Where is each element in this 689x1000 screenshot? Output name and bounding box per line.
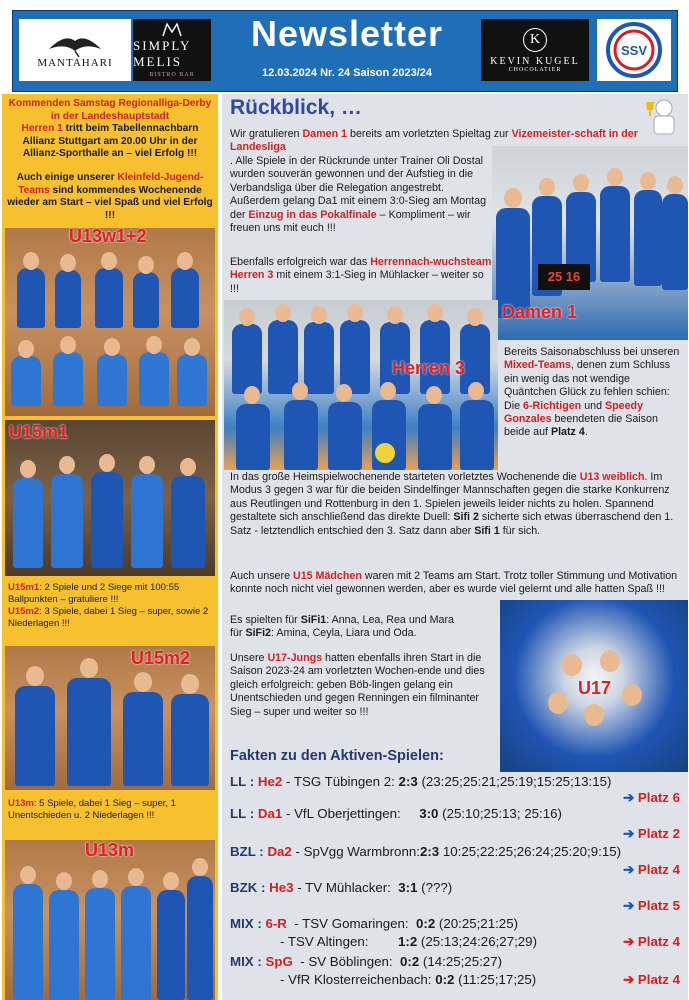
p3-f: und: [581, 399, 605, 412]
sifi1-players: : Anna, Lea, Rea und Mara: [326, 614, 454, 626]
speedy-highlight: Speedy Gonzales: [504, 399, 644, 426]
p1-g: – Kompliment – wir freuen uns mit euch !!!: [230, 208, 471, 235]
fact-row: [230, 844, 621, 859]
fact-set-scores: (25:10;25:13; 25:16): [438, 806, 562, 821]
vizemeister-highlight: Vizemeister-schaft in der Landesliga: [230, 128, 638, 154]
arrow-right-icon: ➔: [623, 934, 638, 949]
club-logo: [597, 19, 671, 81]
derby-team: Herren 1: [21, 123, 63, 134]
p4-a: In das große Heimspielwochenende starteten vorletztes Wochenende die: [230, 471, 580, 483]
photo-u17-team: [500, 600, 688, 772]
6-richtigen-highlight: 6-Richtigen: [523, 399, 582, 412]
youth-announcement: [6, 172, 214, 222]
p2-c: mit einem 3:1-Sieg in Mühlacker – weiter so !!!: [230, 269, 484, 295]
u15m1-label: U15m1: [8, 582, 40, 593]
p3-j: .: [584, 426, 588, 439]
fact-placement: [623, 898, 680, 914]
newsletter-header: [12, 10, 678, 92]
sponsor-kugel-tagline: CHOCOLATIER: [508, 66, 562, 73]
fact-team: He3: [269, 880, 294, 895]
damen1-highlight: Damen 1: [302, 128, 348, 140]
photo-u15m1-team: [5, 420, 215, 576]
u15m2-result: : 3 Spiele, dabei 1 Sieg – super, sowie 2 Niederlagen !!!: [8, 606, 209, 629]
photo-label-damen1: Damen 1: [502, 302, 578, 322]
fact-score: 0:2: [400, 954, 420, 969]
fact-opponent: - VfR Klosterreichenbach:: [280, 972, 436, 987]
fact-league-separator: :: [246, 806, 258, 821]
photo-label-u13w: U13w1+2: [69, 228, 147, 246]
fact-league-separator: :: [246, 774, 258, 789]
p5-c: waren mit 2 Teams am Start. Trotz toller Stimmung und Motivation konnte noch nicht viel gewonnen werden, aber es wurde viel gelernt und alle hatten Spaß !!!: [230, 570, 678, 596]
facts-heading: [230, 748, 444, 764]
u17-paragraph: [230, 652, 498, 719]
fact-placement-text: Platz 4: [637, 862, 680, 877]
fact-placement-text: Platz 5: [637, 898, 680, 913]
newsletter-title: Newsletter: [250, 13, 444, 54]
fact-opponent: - TV Mühlacker:: [293, 880, 399, 895]
u15-results-caption: [8, 582, 214, 630]
sifi1-highlight: Sifi 1: [474, 524, 500, 537]
kugel-k-icon: K: [523, 28, 547, 52]
fact-league: MIX: [230, 954, 254, 969]
fact-score: 0:2: [416, 916, 436, 931]
photo-label-u15m2: U15m2: [131, 648, 191, 668]
p1-e: . Alle Spiele in der Rückrunde unter Trainer Oli Dostal wurden souverän gewonnen und der Aufstieg in die Verbandsliga über die Relegation angestrebt. Außerdem gelang Da1 mit einem 3:0-Sieg am Montag der: [230, 155, 487, 221]
p4-e: sicherte sich etwas überraschend den 1. Satz - letztendlich entschied den 3. Satz dann aber: [230, 511, 674, 537]
u15w-highlight: U15 Mädchen: [292, 570, 362, 582]
p3-c: , denen zum Schluss ein wenig das not wendige Quäntchen Glück zu fehlen schien:: [504, 359, 671, 399]
facts-heading-colon: :: [438, 748, 444, 764]
sponsor-logo-mantahari: [19, 19, 131, 81]
sponsor-melis-tagline: BISTRO BAR: [149, 72, 195, 78]
photo-u13m-team: [5, 840, 215, 1000]
fact-team: 6-R: [265, 916, 287, 931]
fact-opponent: - SpVgg Warmbronn:: [291, 844, 420, 859]
herren3-paragraph: [230, 256, 492, 296]
fact-team: He2: [257, 774, 283, 789]
p1-c: bereits am vorletzten Spieltag zur: [347, 128, 512, 140]
damen1-paragraph-cont: [230, 155, 492, 235]
youth-text-c: sind kommendes Wochenende wieder am Start – viel Spaß und viel Erfolg !!!: [7, 184, 213, 221]
fact-score: 2:3: [398, 774, 418, 789]
review-heading: Rückblick, …: [230, 96, 362, 119]
p5-a: Auch unsere: [230, 570, 293, 582]
sifi2-label: SiFi2: [245, 627, 271, 640]
fact-opponent: - VfL Oberjettingen:: [282, 806, 420, 821]
fact-opponent: - TSV Altingen:: [280, 934, 399, 949]
photo-label-u13m: U13m: [85, 840, 135, 860]
p5-g: für: [230, 627, 246, 640]
scoreboard: 25 16: [538, 264, 590, 290]
fact-row: [280, 934, 537, 949]
club-crest-icon: [605, 21, 663, 79]
fact-score: 1:2: [398, 934, 418, 949]
fact-set-scores: (11:25;17;25): [454, 972, 537, 987]
fact-league: BZL: [230, 844, 256, 859]
photo-label-u15m1: U15m1: [9, 422, 69, 442]
sponsor-melis-name: SIMPLY MELIS: [133, 38, 191, 69]
photo-damen1-team: [492, 146, 688, 340]
arrow-right-icon: ➔: [623, 898, 638, 913]
fact-league-separator: :: [255, 844, 268, 859]
p4-c: . Im Modus 3 gegen 3 war für die beiden Sindelfinger Mannschaften gegen die starke Konkurrenz aus Reutlingen und Rottenburg in den 1. Spielen jeweils leider nichts zu holen. Spannend gestaltete sich anschließend das direkte Duell:: [230, 471, 670, 524]
fact-placement-text: Platz 4: [637, 934, 680, 949]
u15w-paragraph: [230, 570, 682, 597]
manta-ray-icon: [45, 31, 105, 57]
fact-placement: [623, 826, 680, 842]
fact-set-scores: (25:13;24:26;27;29): [417, 934, 537, 949]
fact-league: LL: [230, 806, 247, 821]
fact-row: [280, 972, 536, 987]
photo-herren3-team: [224, 300, 498, 470]
main-content: [222, 94, 688, 1000]
fact-opponent: - SV Böblingen:: [292, 954, 400, 969]
fact-set-scores: (???): [417, 880, 453, 895]
fact-row: [230, 880, 452, 895]
p2-a: Ebenfalls erfolgreich war das: [230, 256, 371, 268]
u13w-paragraph: [230, 471, 682, 538]
p1-a: Wir gratulieren: [230, 128, 303, 140]
p3-d: Die: [504, 399, 524, 412]
fact-score: 3:1: [398, 880, 418, 895]
p6-c: hatten ebenfalls ihren Start in die Saison 2023-24 am vorletzten Wochen-ende und dies gleich erfolgreich: geben Böb-lingen gelang ein Unentschieden und gegen Renningen ein filminanter Sieg – super und weiter so !!!: [230, 652, 485, 718]
youth-text-a: Auch einige unserer: [16, 172, 118, 183]
club-crest-text: SSV: [620, 43, 648, 58]
pokalfinale-highlight: Einzug in das Pokalfinale: [248, 208, 377, 221]
sponsor-logo-melis: [133, 19, 211, 81]
u15m2-label: U15m2: [8, 606, 40, 617]
fact-placement: [623, 862, 680, 878]
u15w-players: [230, 614, 500, 641]
fact-league: LL: [230, 774, 247, 789]
fact-set-scores: (20:25;21:25): [435, 916, 519, 931]
fact-placement-text: Platz 6: [637, 790, 680, 805]
mixed-paragraph: [504, 346, 684, 440]
fact-league: BZK: [230, 880, 258, 895]
p4-g: für sich.: [499, 524, 541, 537]
fact-team: Da1: [257, 806, 283, 821]
arrow-right-icon: ➔: [623, 826, 638, 841]
herren3-highlight: Herrennach-wuchsteam Herren 3: [230, 256, 492, 282]
youth-teams: Kleinfeld-Jugend-Teams: [18, 172, 204, 196]
photo-u15m2-team: [5, 646, 215, 790]
p3-h: beendeten die Saison beide auf: [504, 413, 658, 439]
fact-set-scores: 10:25;22:25;26:24;25:20;9:15): [439, 844, 622, 859]
u15m1-result: : 2 Spiele und 2 Siege mit 100:55 Ballpunkten – gratuliere !!!: [8, 582, 180, 605]
platz4-highlight: Platz 4: [550, 426, 585, 439]
fact-league-separator: :: [253, 954, 266, 969]
mixed-highlight: Mixed-Teams: [504, 359, 571, 372]
sifi1-label: SiFi1: [300, 614, 327, 626]
newsletter-issue: 12.03.2024 Nr. 24 Saison 2023/24: [261, 67, 433, 79]
u13m-results-caption: [8, 798, 214, 822]
p5-d: Es spielten für: [230, 614, 301, 626]
left-sidebar: [2, 94, 218, 1000]
p3-a: Bereits Saisonabschluss bei unseren: [504, 346, 680, 358]
arrow-right-icon: ➔: [623, 972, 638, 987]
arrow-right-icon: ➔: [623, 790, 638, 805]
derby-announcement: [6, 98, 214, 161]
sifi2-players: : Amina, Ceyla, Liara und Oda.: [271, 627, 417, 640]
fact-opponent: - TSV Gomaringen:: [286, 916, 416, 931]
fact-opponent: - TSG Tübingen 2:: [282, 774, 399, 789]
photo-label-u17: U17: [578, 678, 612, 698]
fact-placement: [623, 790, 680, 806]
fact-placement: [623, 934, 680, 950]
fact-row: [230, 916, 518, 931]
sifi2-highlight: Sifi 2: [453, 511, 479, 524]
fact-placement: [623, 972, 680, 988]
u17-highlight: U17-Jungs: [267, 652, 323, 664]
derby-headline: Kommenden Samstag Regionalliga-Derby in der Landeshauptstadt: [8, 98, 212, 122]
fact-set-scores: (14:25;25:27): [419, 954, 503, 969]
fact-league-separator: :: [257, 880, 270, 895]
photo-label-herren3: Herren 3: [392, 358, 466, 378]
fact-placement-text: Platz 2: [637, 826, 680, 841]
fact-score: 0:2: [435, 972, 455, 987]
fact-score: 2:3: [419, 844, 440, 859]
fact-row: [230, 774, 611, 789]
fact-league: MIX: [230, 916, 254, 931]
sponsor-kugel-name: KEVIN KUGEL: [490, 55, 580, 67]
fact-row: [230, 954, 502, 969]
melis-icon: [161, 22, 183, 38]
sponsor-logo-kugel: [481, 19, 589, 81]
p6-a: Unsere: [230, 652, 268, 664]
fact-placement-text: Platz 4: [637, 972, 680, 987]
fact-team: SpG: [265, 954, 293, 969]
fact-team: Da2: [267, 844, 292, 859]
u13m-result: : 5 Spiele, dabei 1 Sieg – super, 1 Unentschieden u. 2 Niederlagen !!!: [8, 798, 176, 821]
arrow-right-icon: ➔: [623, 862, 638, 877]
fact-score: 3:0: [419, 806, 439, 821]
u13w-highlight: U13 weiblich: [579, 471, 645, 483]
volleyball-icon: [374, 442, 396, 464]
fact-league-separator: :: [253, 916, 266, 931]
u13m-label: U13m: [8, 798, 34, 809]
derby-details: tritt beim Tabellennachbarn Allianz Stuttgart am 20.00 Uhr in der Allianz-Sporthalle an – viel Erfolg !!!: [22, 123, 199, 159]
fact-row: [230, 806, 562, 821]
fact-set-scores: (23:25;25:21;25:19;15:25;13:15): [417, 774, 612, 789]
sponsor-mantahari-text: MANTAHARI: [37, 57, 113, 69]
photo-u13w-team: [5, 228, 215, 416]
facts-heading-text: Fakten zu den Aktiven-Spielen: [230, 748, 439, 764]
